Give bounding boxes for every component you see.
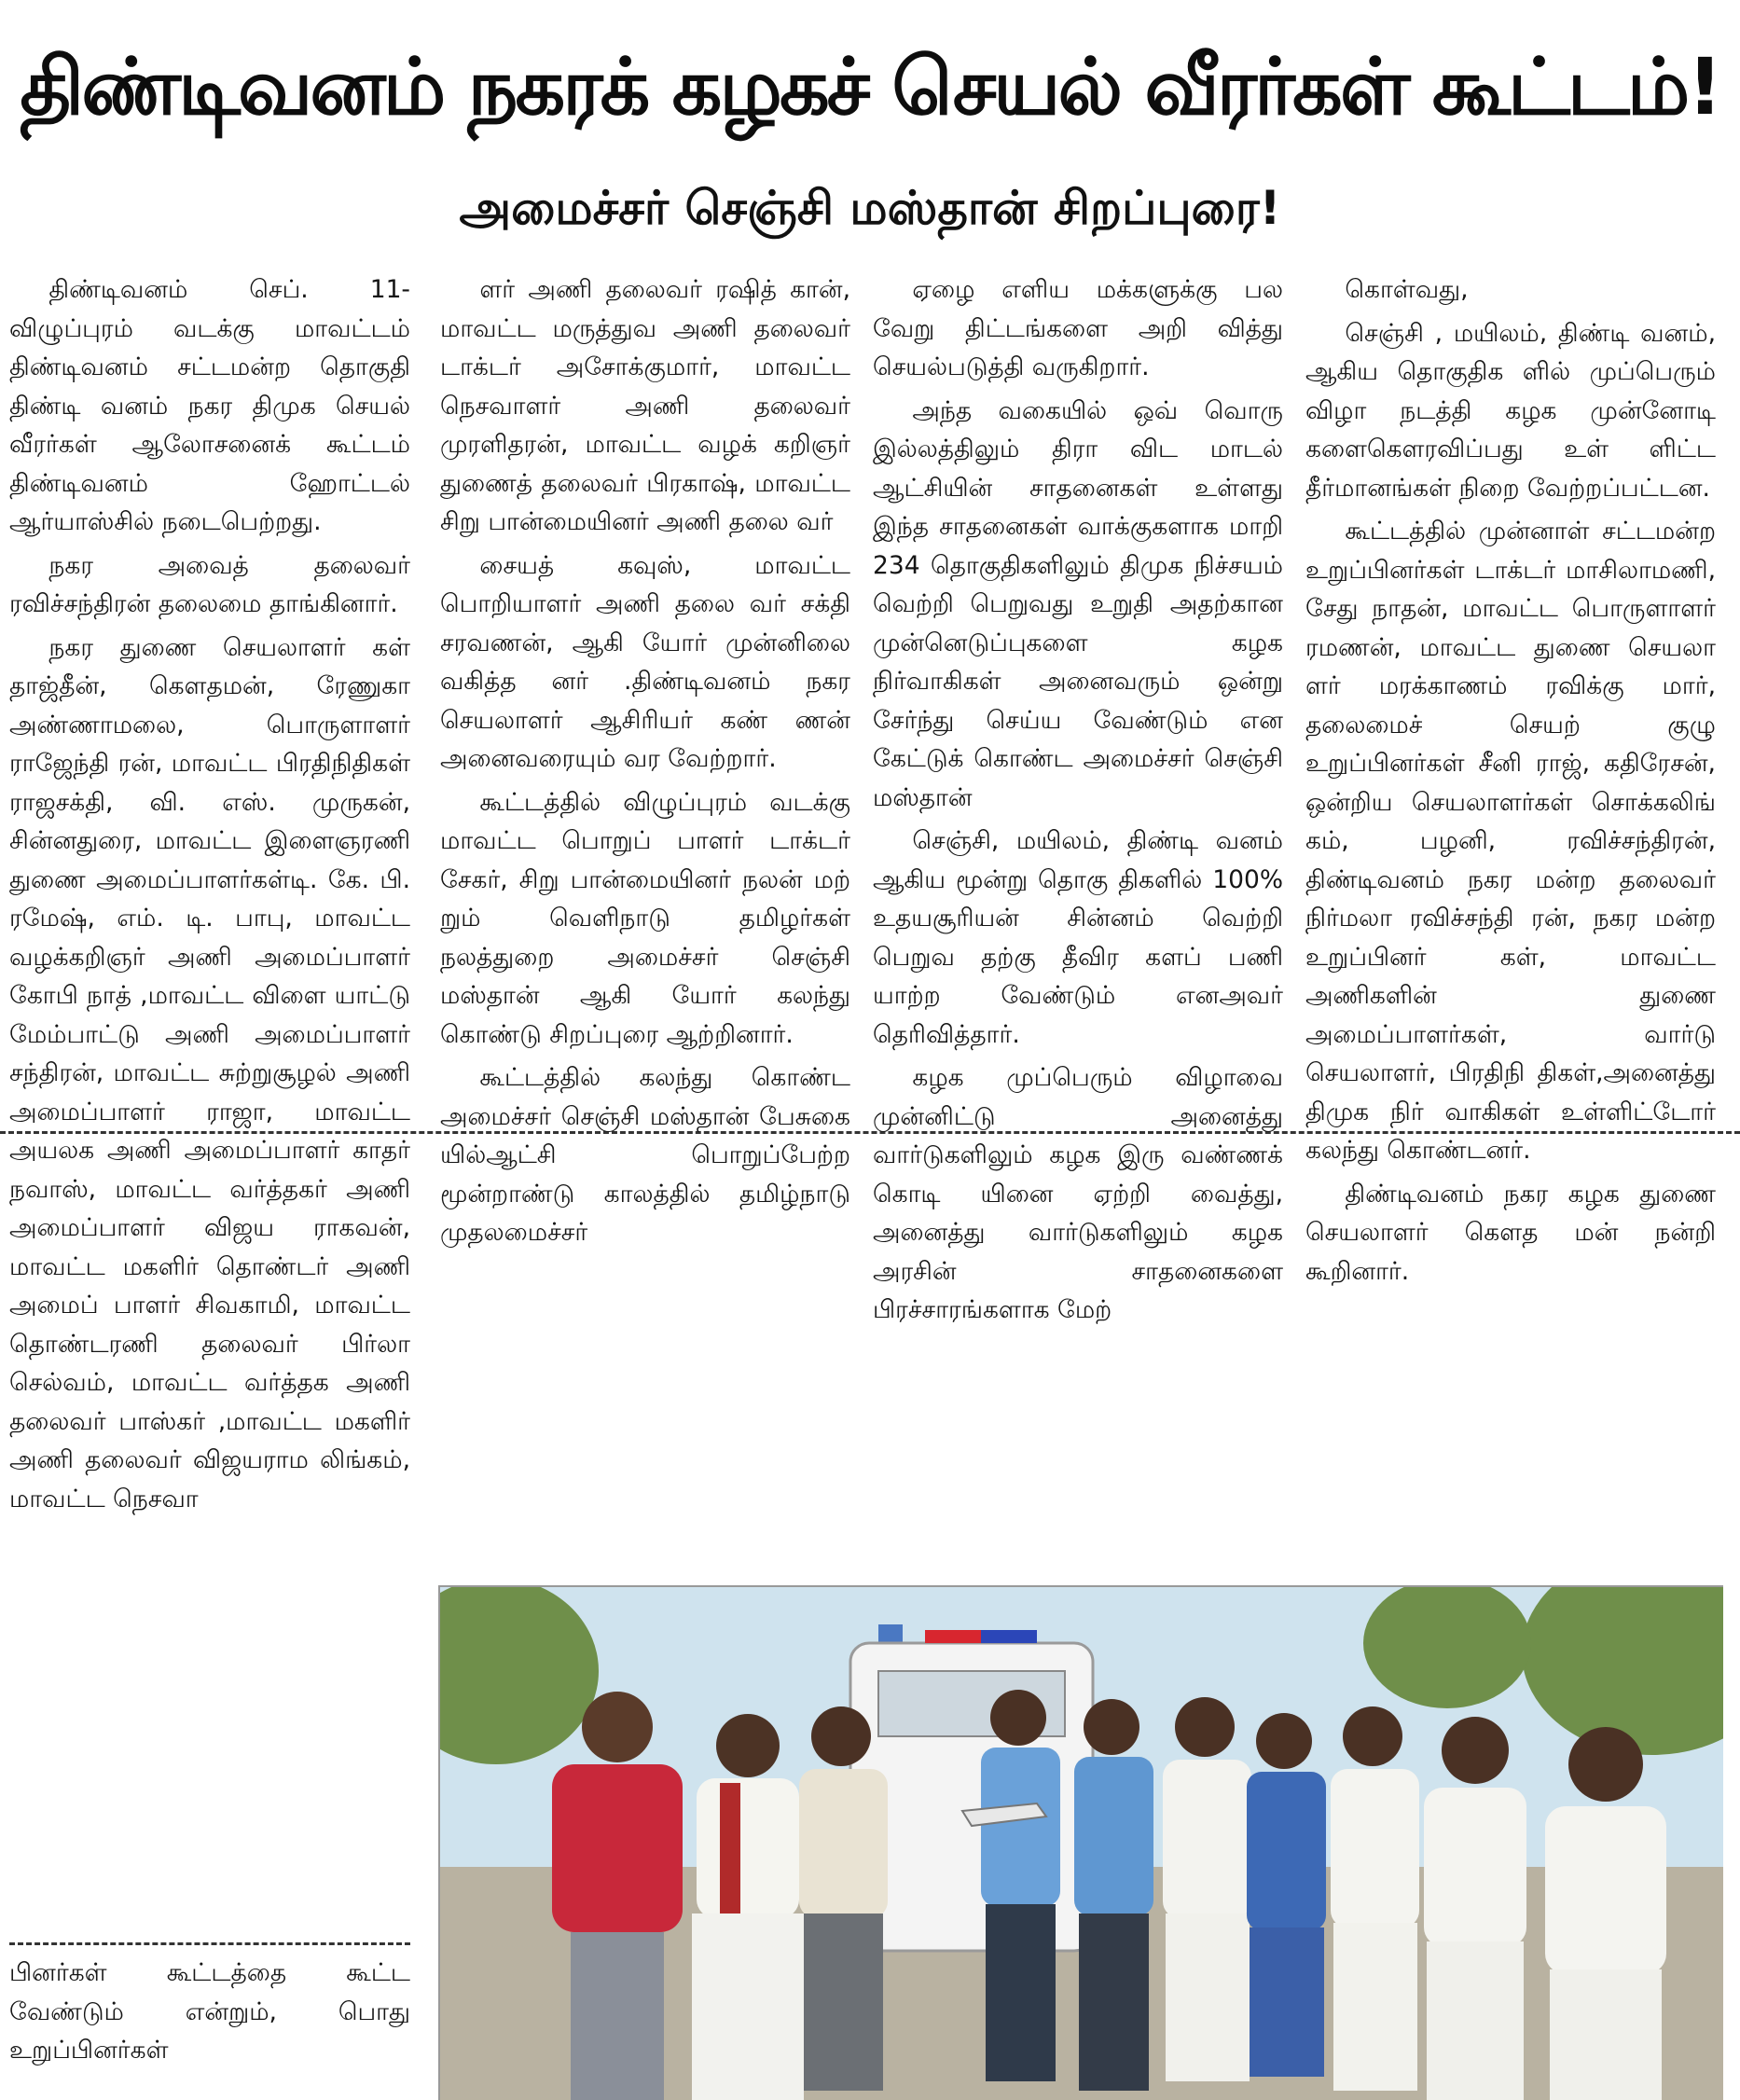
paragraph: அந்த வகையில் ஒவ் வொரு இல்லத்திலும் திரா விட மாடல் ஆட்சியின் சாதனைகள் உள்ளது இந்த சாதனைகள் வாக்குகளாக மாறி 234 தொகுதிகளிலும் திமுக நிச்சயம் வெற்றி பெறுவது உறுதி அதற்கான முன்னெடுப்புகளை கழக நிர்வாகிகள் அனைவரும் ஒன்று சேர்ந்து செய்ய வேண்டும் என கேட்டுக் கொண்ட அமைச்சர் செஞ்சி மஸ்தான் bbox=[873, 395, 1283, 812]
paragraph: கூட்டத்தில் முன்னாள் சட்டமன்ற உறுப்பினர்கள் டாக்டர் மாசிலாமணி, சேது நாதன், மாவட்ட பொருளாளர் ரமணன், மாவட்ட துணை செயலா ளர் மரக்காணம் ரவிக்கு மார், தலைமைச் செயற் குழு உறுப்பினர்கள் சீனி ராஜ், கதிரேசன், ஒன்றிய செயலாளர்கள் சொக்கலிங் கம், பழனி, ரவிச்சந்திரன், திண்டிவனம் நகர மன்ற தலைவர் நிர்மலா ரவிச்சந்தி ரன், நகர மன்ற உறுப்பினர் கள், மாவட்ட அணிகளின் துணை அமைப்பாளர்கள், வார்டு செயலாளர், பிரதிநி திகள்,அனைத்து திமுக நிர் வாகிகள் உள்ளிட்டோர் கலந்து கொண்டனர். bbox=[1305, 517, 1716, 1165]
article-column-3 bbox=[873, 270, 1283, 1576]
lightbar-blue bbox=[981, 1630, 1037, 1643]
crowd bbox=[552, 1690, 1666, 2100]
paragraph: கூட்டத்தில் கலந்து கொண்ட அமைச்சர் செஞ்சி மஸ்தான் பேசுகை யில்ஆட்சி பொறுப்பேற்ற மூன்றாண்டு காலத்தில் தமிழ்நாடு முதலமைச்சர் bbox=[440, 1063, 850, 1247]
paragraph: ஏழை எளிய மக்களுக்கு பல வேறு திட்டங்களை அறி வித்து செயல்படுத்தி வருகிறார். bbox=[873, 275, 1283, 381]
article-column-1-continuation bbox=[9, 1954, 410, 2098]
article-column-4 bbox=[1305, 270, 1716, 1576]
column-divider bbox=[9, 1942, 410, 1945]
paragraph: செஞ்சி, மயிலம், திண்டி வனம் ஆகிய மூன்று தொகு திகளில் 100% உதயசூரியன் சின்னம் வெற்றி பெறுவ தற்கு தீவிர களப் பணி யாற்ற வேண்டும் எனஅவர் தெரிவித்தார். bbox=[873, 826, 1283, 1049]
paragraph: நகர அவைத் தலைவர் ரவிச்சந்திரன் தலைமை தாங்கினார். bbox=[9, 550, 410, 618]
paragraph: நகர துணை செயலாளர் கள் தாஜ்தீன், கௌதமன், ரேணுகா அண்ணாமலை, பொருளாளர் ராஜேந்தி ரன், மாவட்ட பிரதிநிதிகள் ராஜசக்தி, வி. எஸ். முருகன், சின்னதுரை, மாவட்ட இளைஞரணி துணை அமைப்பாளர்கள்டி. கே. பி. ரமேஷ், எம். டி. பாபு, மாவட்ட வழக்கறிஞர் அணி அமைப்பாளர் கோபி நாத் ,மாவட்ட விளை யாட்டு மேம்பாட்டு அணி அமைப்பாளர் சந்திரன், மாவட்ட சுற்றுசூழல் அணி அமைப்பாளர் ராஜா, மாவட்ட அயலக அணி அமைப்பாளர் காதர் நவாஸ், மாவட்ட வர்த்தகர் அணி அமைப்பாளர் விஜய ராகவன், மாவட்ட மகளிர் தொண்டர் அணி அமைப் பாளர் சிவகாமி, மாவட்ட தொண்டரணி தலைவர் பிர்லா செல்வம், மாவட்ட வர்த்தக அணி தலைவர் பாஸ்கர் ,மாவட்ட மகளிர் அணி தலைவர் விஜயராம லிங்கம், மாவட்ட நெசவா bbox=[9, 632, 410, 1513]
photo-illustration bbox=[440, 1587, 1723, 2100]
person bbox=[1074, 1699, 1153, 2091]
headline: திண்டிவனம் நகரக் கழகச் செயல் வீரர்கள் கூட்டம்! bbox=[20, 41, 1720, 132]
paragraph: செஞ்சி , மயிலம், திண்டி வனம், ஆகிய தொகுதிக ளில் முப்பெரும் விழா நடத்தி கழக முன்னோடி களைகௌரவிப்பது உள் ளிட்ட தீர்மானங்கள் நிறை வேற்றப்பட்டன. bbox=[1305, 318, 1716, 503]
paragraph: பினர்கள் கூட்டத்தை கூட்ட வேண்டும் என்றும், பொது உறுப்பினர்கள் bbox=[9, 1958, 410, 2065]
article-column-1 bbox=[9, 270, 410, 2098]
paragraph: கழக முப்பெரும் விழாவை முன்னிட்டு அனைத்து வார்டுகளிலும் கழக இரு வண்ணக் கொடி யினை ஏற்றி வைத்து, அனைத்து வார்டுகளிலும் கழக அரசின் சாதனைகளை பிரச்சாரங்களாக மேற் bbox=[873, 1063, 1283, 1324]
paragraph: கூட்டத்தில் விழுப்புரம் வடக்கு மாவட்ட பொறுப் பாளர் டாக்டர் சேகர், சிறு பான்மையினர் நலன் மற் றும் வெளிநாடு தமிழர்கள் நலத்துறை அமைச்சர் செஞ்சி மஸ்தான் ஆகி யோர் கலந்து கொண்டு சிறப்புரை ஆற்றினார். bbox=[440, 787, 850, 1049]
paragraph: சையத் கவுஸ், மாவட்ட பொறியாளர் அணி தலை வர் சக்தி சரவணன், ஆகி யோர் முன்னிலை வகித்த னர் .திண்டிவனம் நகர செயலாளர் ஆசிரியர் கண் ணன் அனைவரையும் வர வேற்றார். bbox=[440, 550, 850, 773]
news-photo bbox=[438, 1585, 1723, 2100]
paragraph: ளர் அணி தலைவர் ரஷித் கான், மாவட்ட மருத்துவ அணி தலைவர் டாக்டர் அசோக்குமார், மாவட்ட நெசவாளர் அணி தலைவர் முரளிதரன், மாவட்ட வழக் கறிஞர் துணைத் தலைவர் பிரகாஷ், மாவட்ட சிறு பான்மையினர் அணி தலை வர் bbox=[440, 275, 850, 536]
paragraph: திண்டிவனம் செப். 11- விழுப்புரம் வடக்கு மாவட்டம் திண்டிவனம் சட்டமன்ற தொகுதி திண்டி வனம் நகர திமுக செயல் வீரர்கள் ஆலோசனைக் கூட்டம் திண்டிவனம் ஹோட்டல் ஆர்யாஸ்சில் நடைபெற்றது. bbox=[9, 275, 410, 536]
subheadline: அமைச்சர் செஞ்சி மஸ்தான் சிறப்புரை! bbox=[459, 181, 1281, 235]
lightbar-red bbox=[925, 1630, 981, 1643]
paragraph: திண்டிவனம் நகர கழக துணை செயலாளர் கௌத மன் நன்றி கூறினார். bbox=[1305, 1179, 1716, 1286]
person bbox=[981, 1690, 1060, 2081]
article-column-2 bbox=[440, 270, 850, 1576]
paragraph: கொள்வது, bbox=[1345, 275, 1469, 304]
